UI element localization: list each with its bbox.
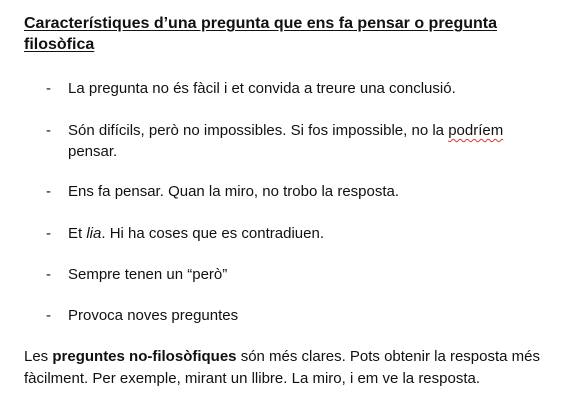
list-item-text: La pregunta no és fàcil i et convida a treure una conclusió. (68, 80, 456, 97)
closing-paragraph (24, 346, 569, 390)
paragraph-text-part: són més clares. Pots obtenir la resposta més fàcilment. Per exemple, mirant un llibre. La miro, i em ve la resposta. (24, 348, 540, 387)
list-item-text-part: . Hi ha coses que es contradiuen. (101, 225, 324, 242)
list-item-text-part: Són difícils, però no impossibles. Si fos impossible, no la (68, 122, 449, 139)
bullet-dash: - (46, 266, 51, 283)
spellcheck-flagged-word: podríem (448, 122, 504, 139)
list-item-text-part: pensar. (68, 143, 118, 160)
bullet-dash: - (46, 225, 51, 242)
paragraph-text-part: Les (24, 348, 53, 365)
section-heading: Característiques d’una pregunta que ens fa pensar o pregunta filosòfica (24, 15, 497, 53)
list-item-text (68, 120, 538, 162)
list-item-text: Provoca noves preguntes (68, 307, 239, 324)
bullet-dash: - (46, 122, 51, 139)
list-item-text-part: Et (68, 225, 87, 242)
list-item-text: Ens fa pensar. Quan la miro, no trobo la resposta. (68, 183, 400, 200)
list-item-text: Sempre tenen un “però” (68, 266, 228, 283)
bold-phrase: preguntes no-filosòfiques (52, 348, 237, 365)
bullet-dash: - (46, 307, 51, 324)
bullet-dash: - (46, 80, 51, 97)
italic-word: lia (86, 225, 102, 242)
bullet-dash: - (46, 183, 51, 200)
list-item-text (68, 223, 538, 244)
